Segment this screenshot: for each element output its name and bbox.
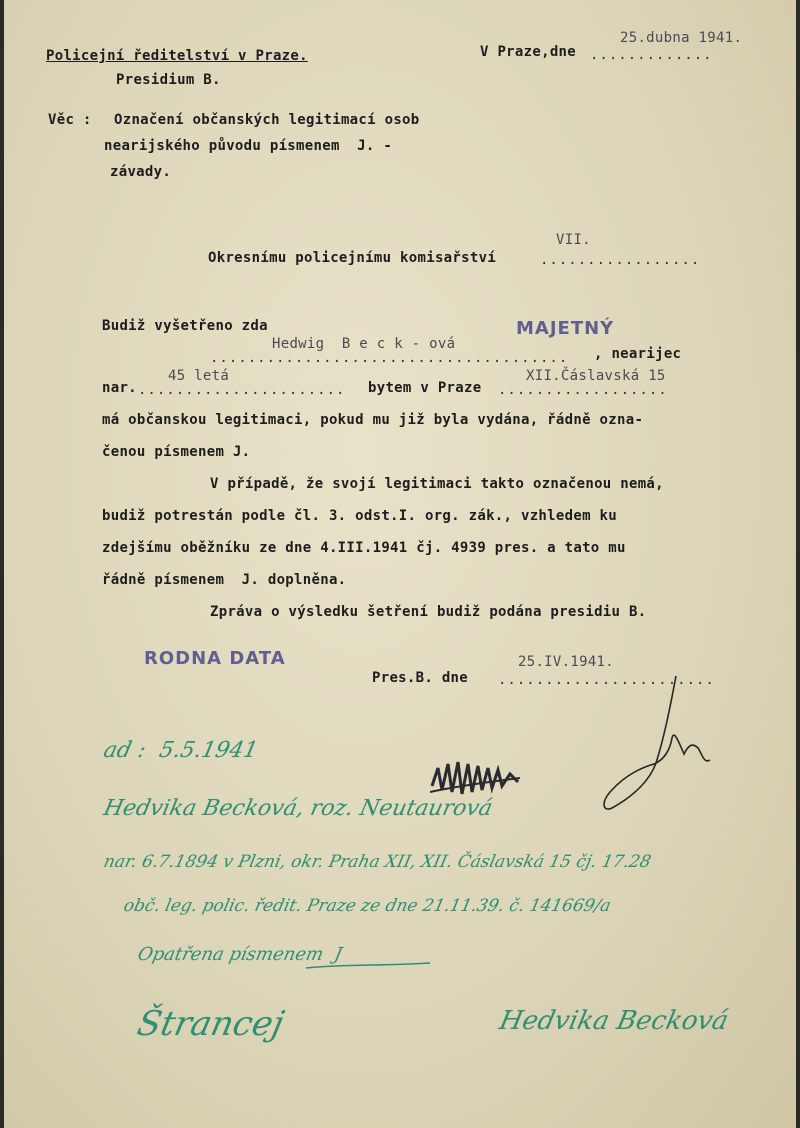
age-value: 45 letá [168, 368, 230, 384]
pres-dots: ....................... [498, 672, 715, 688]
document-date: 25.dubna 1941. [620, 30, 743, 46]
recipient-dots: ................. [540, 252, 701, 268]
handwritten-line-1: ad : 5.5.1941 [101, 738, 261, 763]
age-dots: ...................... [138, 382, 346, 398]
residence-label: bytem v Praze [368, 380, 482, 396]
date-dots: ............. [590, 47, 713, 63]
subject-line-3: závady. [110, 164, 172, 180]
body-line-4: čenou písmenem J. [102, 444, 251, 460]
body-line-7: zdejšímu oběžníku ze dne 4.III.1941 čj. 4939 pres. a tato mu [102, 540, 626, 556]
body-line-9: Zpráva o výsledku šetření budiž podána presidiu B. [210, 604, 647, 620]
place-date-prefix: V Praze,dne [480, 44, 577, 60]
handwritten-line-3: nar. 6.7.1894 v Plzni, okr. Praha XII, XII. Čáslavská 15 čj. 17.28 [101, 852, 653, 872]
handwritten-line-5: Opatřena písmenem J [135, 944, 344, 965]
subject-line-2: nearijského původu písmenem J. - [104, 138, 393, 154]
majetny-stamp: MAJETNÝ [516, 318, 615, 339]
body-line-5: V případě, že svojí legitimaci takto označenou nemá, [210, 476, 664, 492]
subject-line-1: Označení občanských legitimací osob [114, 112, 420, 128]
recipient-text: Okresnímu policejnímu komisařství [208, 250, 497, 266]
name-dots: ...................................... [210, 350, 569, 366]
recipient-district: VII. [556, 232, 591, 248]
body-line-6: budiž potrestán podle čl. 3. odst.I. org. zák., vzhledem ku [102, 508, 617, 524]
office-heading: Policejní ředitelství v Praze. [46, 48, 308, 64]
department-heading: Presidium B. [116, 72, 221, 88]
address-value: XII.Čáslavská 15 [526, 368, 666, 384]
born-label: nar. [102, 380, 137, 396]
pres-prefix: Pres.B. dne [372, 670, 469, 686]
nearijec-text: , nearijec [594, 346, 682, 362]
body-line-3: má občanskou legitimaci, pokud mu již byla vydána, řádně ozna- [102, 412, 644, 428]
address-dots: .................. [498, 382, 668, 398]
rodna-data-stamp: RODNA DATA [144, 648, 286, 669]
document-page [4, 0, 796, 1128]
investigate-text: Budiž vyšetřeno zda [102, 318, 268, 334]
handwritten-line-4: obč. leg. polic. ředit. Praze ze dne 21.11.39. č. 141669/a [121, 896, 613, 916]
signature-left: Štrancej [133, 1004, 288, 1044]
underline-stroke-icon [304, 960, 434, 974]
handwritten-line-2: Hedvika Becková, roz. Neutaurová [101, 796, 495, 821]
person-name: Hedwig B e c k - ová [272, 336, 456, 352]
pres-date: 25.IV.1941. [518, 654, 615, 670]
subject-label: Věc : [48, 112, 92, 128]
body-line-8: řádně písmenem J. doplněna. [102, 572, 347, 588]
signature-right: Hedvika Becková [496, 1006, 732, 1036]
official-signature-icon [594, 668, 724, 818]
